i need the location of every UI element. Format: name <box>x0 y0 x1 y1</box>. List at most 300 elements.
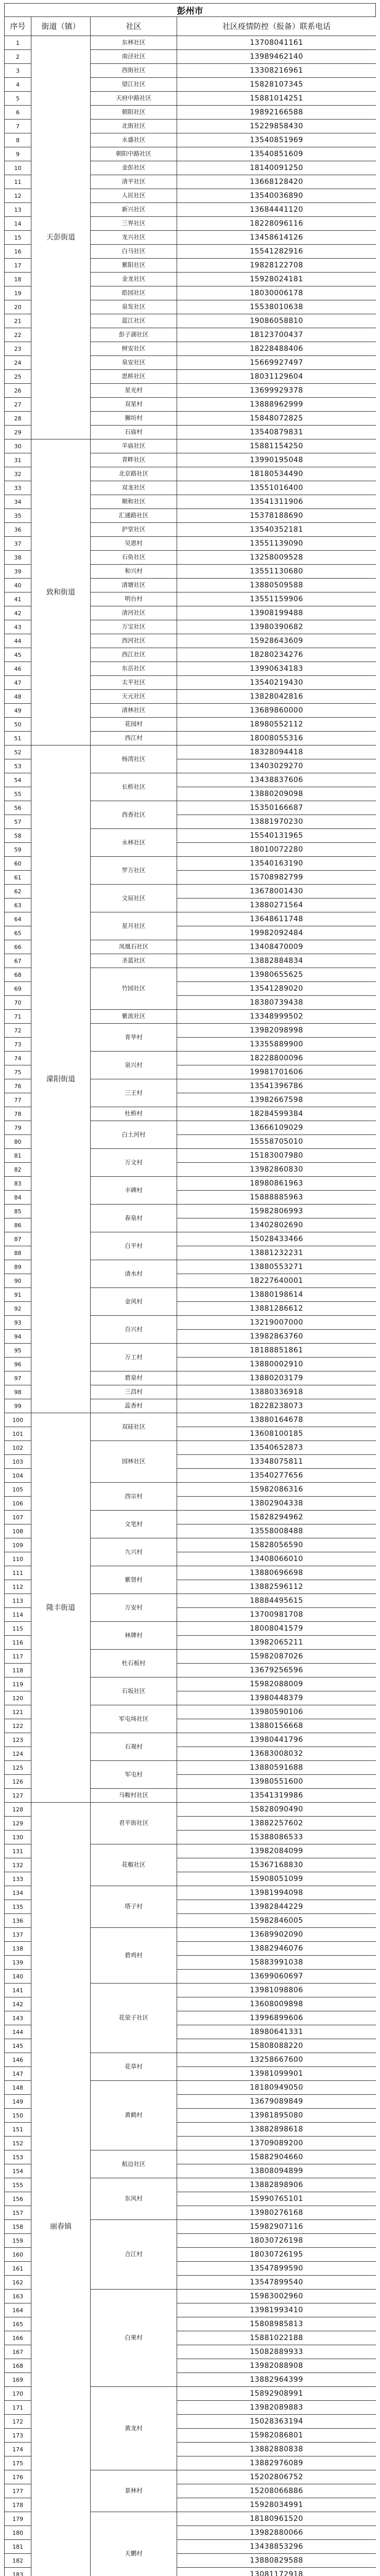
community-cell: 清水村 <box>91 1260 177 1288</box>
row-number: 69 <box>5 982 31 996</box>
row-number: 56 <box>5 801 31 815</box>
row-number: 65 <box>5 926 31 940</box>
row-number: 100 <box>5 1413 31 1427</box>
row-number: 147 <box>5 2067 31 2081</box>
row-number: 64 <box>5 912 31 926</box>
row-number: 162 <box>5 2276 31 2290</box>
phone-cell: 15540131965 <box>177 829 376 843</box>
community-cell: 合江村 <box>91 2220 177 2290</box>
row-number: 20 <box>5 300 31 314</box>
phone-cell: 15848072825 <box>177 412 376 426</box>
community-cell: 顺和社区 <box>91 495 177 509</box>
row-number: 70 <box>5 996 31 1010</box>
community-cell: 青华村 <box>91 1024 177 1052</box>
row-number: 107 <box>5 1511 31 1524</box>
phone-cell: 13558008488 <box>177 1524 376 1538</box>
phone-cell: 18328094418 <box>177 745 376 759</box>
row-number: 41 <box>5 592 31 606</box>
phone-cell: 13996899606 <box>177 2011 376 2025</box>
row-number: 143 <box>5 2011 31 2025</box>
phone-cell: 13540219430 <box>177 676 376 690</box>
row-number: 1 <box>5 36 31 50</box>
community-cell: 天府中路社区 <box>91 92 177 106</box>
phone-cell: 13081172918 <box>177 2568 376 2576</box>
community-cell: 白马社区 <box>91 245 177 259</box>
phone-cell: 15983002960 <box>177 2290 376 2303</box>
row-number: 74 <box>5 1052 31 1065</box>
community-cell: 树安社区 <box>91 342 177 356</box>
phone-cell: 15541282916 <box>177 245 376 259</box>
phone-cell: 13882898618 <box>177 2123 376 2137</box>
row-number: 87 <box>5 1232 31 1246</box>
community-cell: 紫流社区 <box>91 1010 177 1024</box>
community-cell: 泉安社区 <box>91 356 177 370</box>
community-cell: 永林社区 <box>91 829 177 857</box>
phone-cell: 13880509588 <box>177 579 376 592</box>
row-number: 46 <box>5 662 31 676</box>
phone-cell: 18030006178 <box>177 286 376 300</box>
row-number: 129 <box>5 1817 31 1831</box>
row-number: 157 <box>5 2206 31 2220</box>
row-number: 24 <box>5 356 31 370</box>
row-number: 78 <box>5 1107 31 1121</box>
phone-cell: 19086058810 <box>177 314 376 328</box>
phone-cell: 18228488406 <box>177 342 376 356</box>
row-number: 14 <box>5 217 31 231</box>
phone-cell: 13882898906 <box>177 2178 376 2192</box>
community-cell: 圣蓝社区 <box>91 954 177 968</box>
row-number: 8 <box>5 133 31 147</box>
phone-cell: 13403029270 <box>177 759 376 773</box>
community-cell: 东林社区 <box>91 36 177 50</box>
row-number: 10 <box>5 161 31 175</box>
row-number: 106 <box>5 1497 31 1511</box>
community-cell: 吴恩村 <box>91 537 177 551</box>
community-cell: 石鱼社区 <box>91 551 177 565</box>
row-number: 28 <box>5 412 31 426</box>
phone-cell: 15828056590 <box>177 1538 376 1552</box>
community-cell: 南泾社区 <box>91 50 177 64</box>
row-number: 7 <box>5 120 31 133</box>
phone-cell: 15881154250 <box>177 439 376 453</box>
row-number: 163 <box>5 2290 31 2303</box>
row-number: 109 <box>5 1538 31 1552</box>
phone-cell: 13408470009 <box>177 940 376 954</box>
community-cell: 彭子湖社区 <box>91 328 177 342</box>
community-cell: 万宝社区 <box>91 620 177 634</box>
phone-cell: 15982087026 <box>177 1650 376 1664</box>
phone-cell: 15928024181 <box>177 273 376 286</box>
row-number: 77 <box>5 1093 31 1107</box>
row-number: 164 <box>5 2303 31 2317</box>
community-cell: 万文村 <box>91 1149 177 1177</box>
phone-cell: 13540851609 <box>177 147 376 161</box>
phone-cell: 18980641331 <box>177 2025 376 2039</box>
phone-cell: 13408066010 <box>177 1552 376 1566</box>
phone-cell: 13880164678 <box>177 1413 376 1427</box>
row-number: 2 <box>5 50 31 64</box>
community-cell: 西街社区 <box>91 64 177 78</box>
phone-cell: 13541319986 <box>177 1789 376 1803</box>
row-number: 173 <box>5 2429 31 2443</box>
community-cell: 紫阳社区 <box>91 259 177 273</box>
row-number: 131 <box>5 1844 31 1858</box>
phone-cell: 13982863760 <box>177 1330 376 1344</box>
phone-cell: 13981099901 <box>177 2067 376 2081</box>
phone-cell: 15028363194 <box>177 2415 376 2429</box>
row-number: 95 <box>5 1344 31 1358</box>
row-number: 68 <box>5 968 31 982</box>
row-number: 67 <box>5 954 31 968</box>
street-cell: 濛阳街道 <box>31 745 91 1413</box>
community-cell: 太平社区 <box>91 676 177 690</box>
phone-cell: 13551159906 <box>177 592 376 606</box>
table-row <box>5 1413 376 1427</box>
phone-cell: 19981701606 <box>177 1065 376 1079</box>
phone-cell: 15378188690 <box>177 509 376 523</box>
phone-cell: 13982065211 <box>177 1636 376 1650</box>
row-number: 75 <box>5 1065 31 1079</box>
phone-cell: 13990195048 <box>177 453 376 467</box>
community-cell: 北京路社区 <box>91 467 177 481</box>
phone-cell: 13982088908 <box>177 2359 376 2373</box>
phone-cell: 13888962999 <box>177 398 376 412</box>
phone-cell: 13678001430 <box>177 885 376 899</box>
phone-cell: 13709089200 <box>177 2137 376 2150</box>
phone-cell: 13700981708 <box>177 1608 376 1622</box>
row-number: 139 <box>5 1956 31 1970</box>
contact-table-viewport <box>4 16 376 2576</box>
row-number: 176 <box>5 2470 31 2484</box>
row-number: 115 <box>5 1622 31 1636</box>
row-number: 38 <box>5 551 31 565</box>
community-cell: 石观村 <box>91 1733 177 1761</box>
row-number: 39 <box>5 565 31 579</box>
phone-cell: 13880198614 <box>177 1288 376 1302</box>
phone-cell: 15908051099 <box>177 1872 376 1886</box>
community-cell: 三昌村 <box>91 1385 177 1399</box>
row-number: 66 <box>5 940 31 954</box>
phone-cell: 13689902090 <box>177 1928 376 1942</box>
row-number: 63 <box>5 899 31 912</box>
row-number: 128 <box>5 1803 31 1817</box>
phone-cell: 13699929378 <box>177 384 376 398</box>
row-number: 52 <box>5 745 31 759</box>
community-cell: 三界社区 <box>91 217 177 231</box>
phone-cell: 13882976089 <box>177 2456 376 2470</box>
community-cell: 东岳社区 <box>91 662 177 676</box>
phone-cell: 13882257602 <box>177 1817 376 1831</box>
community-cell: 九兴村 <box>91 1538 177 1566</box>
phone-cell: 13684441120 <box>177 203 376 217</box>
phone-cell: 13551016400 <box>177 481 376 495</box>
row-number: 136 <box>5 1914 31 1928</box>
community-cell: 龙兴社区 <box>91 231 177 245</box>
row-number: 165 <box>5 2317 31 2331</box>
row-number: 126 <box>5 1775 31 1789</box>
community-cell: 北街社区 <box>91 120 177 133</box>
phone-cell: 13982098998 <box>177 1024 376 1038</box>
table-row <box>5 36 376 50</box>
street-cell: 丽春镇 <box>31 1803 91 2576</box>
phone-cell: 18031129604 <box>177 370 376 384</box>
community-cell: 汇通路社区 <box>91 509 177 523</box>
row-number: 17 <box>5 259 31 273</box>
contact-table-body <box>5 17 376 2576</box>
row-number: 132 <box>5 1858 31 1872</box>
row-number: 22 <box>5 328 31 342</box>
table-row <box>5 1803 376 1817</box>
community-cell: 星月社区 <box>91 912 177 940</box>
phone-cell: 15882904660 <box>177 2150 376 2164</box>
row-number: 62 <box>5 885 31 899</box>
phone-cell: 15881022188 <box>177 2331 376 2345</box>
community-cell: 西江村 <box>91 732 177 745</box>
phone-cell: 13458614126 <box>177 231 376 245</box>
row-number: 88 <box>5 1246 31 1260</box>
row-number: 103 <box>5 1455 31 1469</box>
row-number: 72 <box>5 1024 31 1038</box>
community-cell: 望江社区 <box>91 78 177 92</box>
row-number: 156 <box>5 2192 31 2206</box>
phone-cell: 18180949050 <box>177 2081 376 2095</box>
community-cell: 碧鸡村 <box>91 1928 177 1984</box>
phone-cell: 13982084099 <box>177 1844 376 1858</box>
row-number: 44 <box>5 634 31 648</box>
row-number: 138 <box>5 1942 31 1956</box>
row-number: 170 <box>5 2387 31 2401</box>
phone-cell: 18010072280 <box>177 843 376 857</box>
row-number: 60 <box>5 857 31 871</box>
header-street: 街道（镇） <box>31 17 91 36</box>
row-number: 26 <box>5 384 31 398</box>
community-cell: 军屯村 <box>91 1761 177 1789</box>
community-cell: 西宗村 <box>91 1483 177 1511</box>
phone-cell: 15367168830 <box>177 1858 376 1872</box>
phone-cell: 13908199488 <box>177 606 376 620</box>
community-cell: 西河社区 <box>91 634 177 648</box>
row-number: 90 <box>5 1274 31 1288</box>
phone-cell: 15881014251 <box>177 92 376 106</box>
phone-cell: 18188851861 <box>177 1344 376 1358</box>
community-cell: 狮坊村 <box>91 412 177 426</box>
phone-cell: 15202806752 <box>177 2470 376 2484</box>
row-number: 168 <box>5 2359 31 2373</box>
community-cell: 护堂社区 <box>91 523 177 537</box>
header-row <box>5 17 376 36</box>
row-number: 108 <box>5 1524 31 1538</box>
community-cell: 林牌村 <box>91 1622 177 1650</box>
phone-cell: 13551130680 <box>177 565 376 579</box>
community-cell: 天鹏村 <box>91 2512 177 2576</box>
row-number: 155 <box>5 2178 31 2192</box>
row-number: 30 <box>5 439 31 453</box>
row-number: 110 <box>5 1552 31 1566</box>
table-row <box>5 745 376 759</box>
community-cell: 马鞍村社区 <box>91 1789 177 1803</box>
phone-cell: 13541289020 <box>177 982 376 996</box>
community-cell: 凤凰石社区 <box>91 940 177 954</box>
phone-cell: 13981994098 <box>177 1886 376 1900</box>
row-number: 137 <box>5 1928 31 1942</box>
community-cell: 星光村 <box>91 384 177 398</box>
row-number: 99 <box>5 1399 31 1413</box>
row-number: 43 <box>5 620 31 634</box>
phone-cell: 18884495615 <box>177 1594 376 1608</box>
row-number: 25 <box>5 370 31 384</box>
row-number: 15 <box>5 231 31 245</box>
community-cell: 长桥社区 <box>91 773 177 801</box>
row-number: 174 <box>5 2443 31 2456</box>
row-number: 111 <box>5 1566 31 1580</box>
phone-cell: 13547899590 <box>177 2262 376 2276</box>
row-number: 36 <box>5 523 31 537</box>
community-cell: 紫贤村 <box>91 1566 177 1594</box>
phone-cell: 18123700437 <box>177 328 376 342</box>
phone-cell: 13540652873 <box>177 1441 376 1455</box>
phone-cell: 13982089883 <box>177 2401 376 2415</box>
phone-cell: 18284599384 <box>177 1107 376 1121</box>
phone-cell: 13551139090 <box>177 537 376 551</box>
row-number: 102 <box>5 1441 31 1455</box>
phone-cell: 13882884834 <box>177 954 376 968</box>
phone-cell: 13982880066 <box>177 2526 376 2540</box>
community-cell: 白果村 <box>91 2290 177 2387</box>
phone-cell: 13880271564 <box>177 899 376 912</box>
phone-cell: 13608100185 <box>177 1427 376 1441</box>
phone-cell: 13982844229 <box>177 1900 376 1914</box>
row-number: 79 <box>5 1121 31 1135</box>
community-cell: 景林村 <box>91 2470 177 2512</box>
community-cell: 君平街社区 <box>91 1803 177 1844</box>
row-number: 114 <box>5 1608 31 1622</box>
row-number: 12 <box>5 189 31 203</box>
row-number: 113 <box>5 1594 31 1608</box>
phone-cell: 13219007000 <box>177 1316 376 1330</box>
phone-cell: 13881232231 <box>177 1246 376 1260</box>
community-cell: 蕊香村 <box>91 1399 177 1413</box>
community-cell: 杜桥村 <box>91 1107 177 1121</box>
row-number: 29 <box>5 426 31 439</box>
community-cell: 双硅社区 <box>91 1413 177 1441</box>
phone-cell: 13540851969 <box>177 133 376 147</box>
community-cell: 泉发社区 <box>91 300 177 314</box>
phone-cell: 13679089849 <box>177 2095 376 2109</box>
row-number: 55 <box>5 787 31 801</box>
phone-cell: 13880209098 <box>177 787 376 801</box>
community-cell: 杜石板村 <box>91 1650 177 1677</box>
phone-cell: 15982086801 <box>177 2429 376 2443</box>
phone-cell: 13982860830 <box>177 1163 376 1177</box>
phone-cell: 13881970230 <box>177 815 376 829</box>
row-number: 183 <box>5 2568 31 2576</box>
phone-cell: 13540277656 <box>177 1469 376 1483</box>
row-number: 11 <box>5 175 31 189</box>
phone-cell: 13802904338 <box>177 1497 376 1511</box>
row-number: 142 <box>5 1997 31 2011</box>
phone-cell: 13981098806 <box>177 1984 376 1997</box>
phone-cell: 13708041161 <box>177 36 376 50</box>
phone-cell: 13880829588 <box>177 2554 376 2568</box>
community-cell: 航边社区 <box>91 2150 177 2178</box>
row-number: 167 <box>5 2345 31 2359</box>
community-cell: 天元社区 <box>91 690 177 704</box>
community-cell: 竹园社区 <box>91 968 177 1010</box>
phone-cell: 13608009898 <box>177 1997 376 2011</box>
row-number: 32 <box>5 467 31 481</box>
community-cell: 文辰社区 <box>91 885 177 912</box>
row-number: 53 <box>5 759 31 773</box>
row-number: 118 <box>5 1664 31 1677</box>
community-cell: 清平社区 <box>91 175 177 189</box>
community-cell: 文笔村 <box>91 1511 177 1538</box>
phone-cell: 19892166588 <box>177 106 376 120</box>
row-number: 153 <box>5 2150 31 2164</box>
community-cell: 花园村 <box>91 718 177 732</box>
row-number: 150 <box>5 2109 31 2123</box>
row-number: 35 <box>5 509 31 523</box>
community-cell: 罗万社区 <box>91 857 177 885</box>
row-number: 76 <box>5 1079 31 1093</box>
community-cell: 朝阳社区 <box>91 106 177 120</box>
community-cell: 金彭社区 <box>91 161 177 175</box>
phone-cell: 13880553271 <box>177 1260 376 1274</box>
row-number: 57 <box>5 815 31 829</box>
phone-cell: 15828090490 <box>177 1803 376 1817</box>
phone-cell: 19982092484 <box>177 926 376 940</box>
community-cell: 皓园社区 <box>91 286 177 300</box>
community-cell: 园林社区 <box>91 1441 177 1483</box>
row-number: 31 <box>5 453 31 467</box>
phone-cell: 15982088009 <box>177 1677 376 1691</box>
community-cell: 西香社区 <box>91 801 177 829</box>
community-cell: 碧泉村 <box>91 1371 177 1385</box>
phone-cell: 15082889933 <box>177 2345 376 2359</box>
row-number: 145 <box>5 2039 31 2053</box>
phone-cell: 13980590106 <box>177 1705 376 1719</box>
row-number: 105 <box>5 1483 31 1497</box>
phone-cell: 15028433466 <box>177 1232 376 1246</box>
row-number: 85 <box>5 1205 31 1218</box>
row-number: 148 <box>5 2081 31 2095</box>
street-cell: 天彭街道 <box>31 36 91 439</box>
community-cell: 春泉村 <box>91 1205 177 1232</box>
phone-cell: 18228238073 <box>177 1399 376 1413</box>
row-number: 180 <box>5 2526 31 2540</box>
community-cell: 青畔社区 <box>91 453 177 467</box>
row-number: 130 <box>5 1831 31 1844</box>
phone-cell: 15883991038 <box>177 1956 376 1970</box>
community-cell: 黄鹤村 <box>91 2081 177 2150</box>
phone-cell: 15828107345 <box>177 78 376 92</box>
row-number: 182 <box>5 2554 31 2568</box>
row-number: 18 <box>5 273 31 286</box>
community-cell: 花草村 <box>91 2053 177 2081</box>
row-number: 177 <box>5 2484 31 2498</box>
phone-cell: 13880591688 <box>177 1761 376 1775</box>
row-number: 83 <box>5 1177 31 1191</box>
phone-cell: 18030726195 <box>177 2248 376 2262</box>
row-number: 101 <box>5 1427 31 1441</box>
row-number: 92 <box>5 1302 31 1316</box>
row-number: 135 <box>5 1900 31 1914</box>
row-number: 172 <box>5 2415 31 2429</box>
row-number: 61 <box>5 871 31 885</box>
phone-cell: 13668128420 <box>177 175 376 189</box>
phone-cell: 13880336918 <box>177 1385 376 1399</box>
row-number: 33 <box>5 481 31 495</box>
row-number: 16 <box>5 245 31 259</box>
